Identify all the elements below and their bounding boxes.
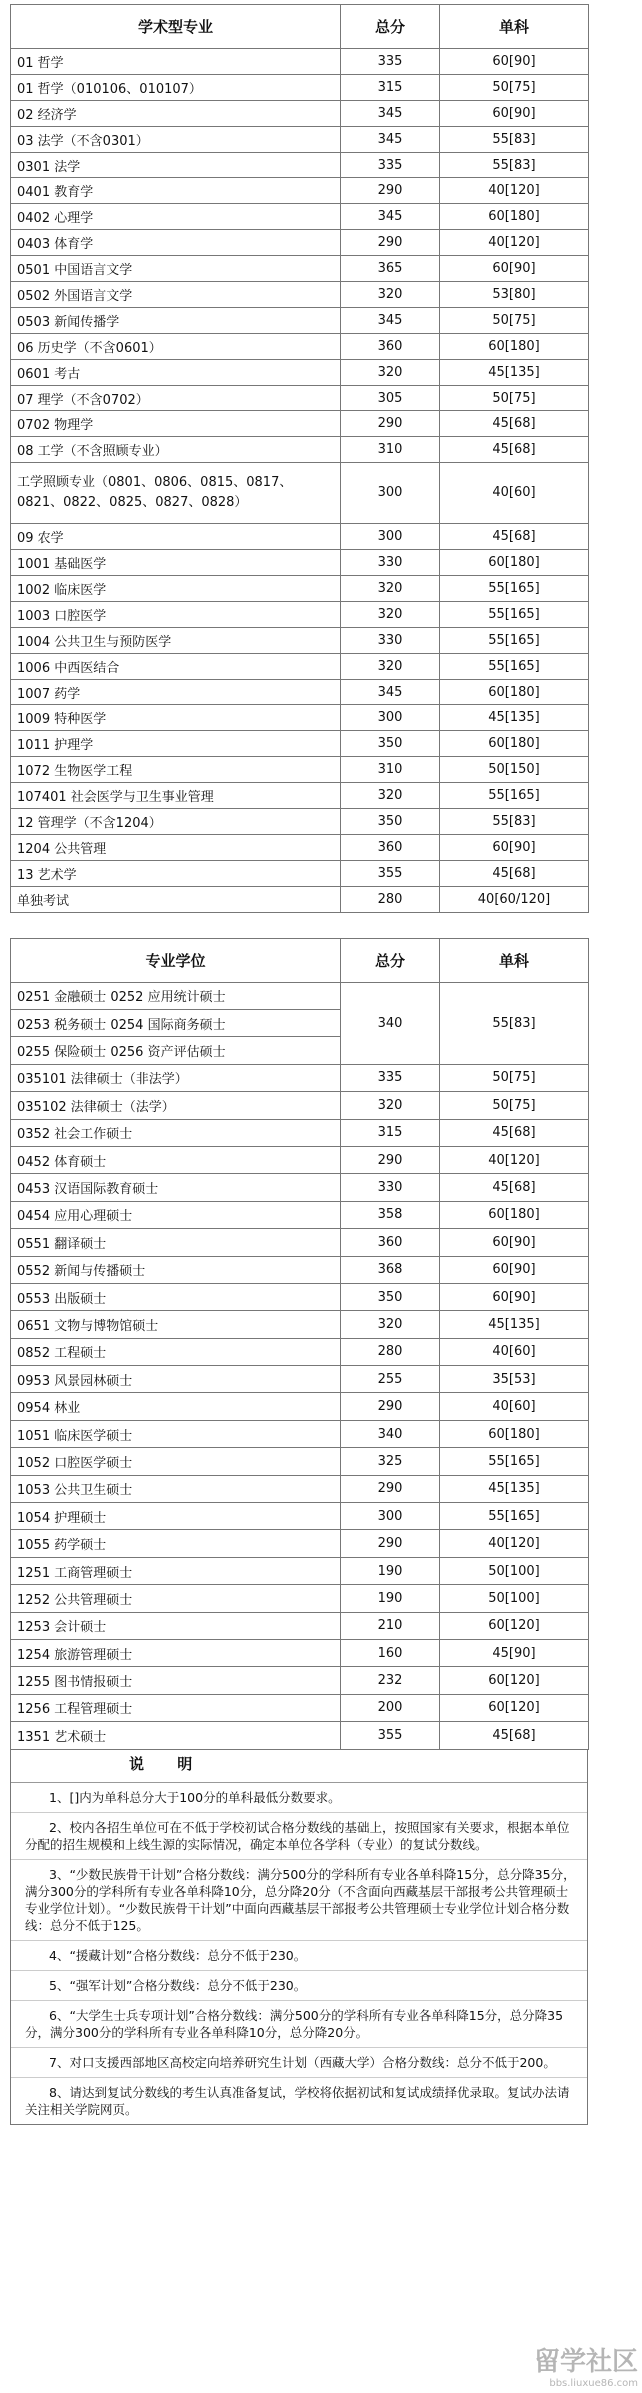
major-name: 09 农学 xyxy=(11,524,341,550)
table-row xyxy=(11,627,589,653)
total-score: 255 xyxy=(341,1366,440,1393)
single-score: 40[120] xyxy=(440,178,589,204)
total-score: 368 xyxy=(341,1256,440,1283)
single-score: 40[120] xyxy=(440,1530,589,1557)
single-score: 55[165] xyxy=(440,1448,589,1475)
table-row xyxy=(11,1229,589,1256)
professional-table xyxy=(10,938,589,1750)
table-row xyxy=(11,982,589,1009)
major-name: 0552 新闻与传播硕士 xyxy=(11,1256,341,1283)
table-row xyxy=(11,886,589,912)
total-score: 300 xyxy=(341,524,440,550)
academic-body xyxy=(11,49,589,913)
note-item: 6、“大学生士兵专项计划”合格分数线：满分500分的学科所有专业各单科降15分，总分降35分，满分300分的学科所有专业各单科降10分，总分降20分。 xyxy=(11,2001,587,2048)
major-name: 0551 翻译硕士 xyxy=(11,1229,341,1256)
professional-body xyxy=(11,982,589,1749)
note-item: 7、对口支援西部地区高校定向培养研究生计划（西藏大学）合格分数线：总分不低于200。 xyxy=(11,2048,587,2078)
table-row xyxy=(11,74,589,100)
table-row xyxy=(11,256,589,282)
single-score: 35[53] xyxy=(440,1366,589,1393)
watermark-text: 留学社区 xyxy=(533,2347,638,2377)
major-name: 工学照顾专业（0801、0806、0815、0817、0821、0822、0825、0827、0828） xyxy=(11,463,341,524)
total-score: 200 xyxy=(341,1694,440,1721)
major-name: 13 艺术学 xyxy=(11,860,341,886)
table-row xyxy=(11,1256,589,1283)
table-row xyxy=(11,333,589,359)
table-row xyxy=(11,359,589,385)
single-score: 60[180] xyxy=(440,1420,589,1447)
total-score: 290 xyxy=(341,230,440,256)
single-score: 40[120] xyxy=(440,230,589,256)
professional-header-single: 单科 xyxy=(440,938,589,982)
table-row xyxy=(11,437,589,463)
major-name: 1004 公共卫生与预防医学 xyxy=(11,627,341,653)
table-row xyxy=(11,1311,589,1338)
single-score: 45[135] xyxy=(440,1475,589,1502)
major-name: 12 管理学（不含1204） xyxy=(11,809,341,835)
single-score: 60[90] xyxy=(440,1283,589,1310)
total-score: 350 xyxy=(341,1283,440,1310)
total-score: 350 xyxy=(341,731,440,757)
single-score: 50[100] xyxy=(440,1557,589,1584)
total-score: 355 xyxy=(341,1722,440,1749)
total-score: 280 xyxy=(341,886,440,912)
table-row xyxy=(11,1694,589,1721)
table-row xyxy=(11,1612,589,1639)
table-row xyxy=(11,411,589,437)
single-score: 45[68] xyxy=(440,524,589,550)
total-score: 345 xyxy=(341,679,440,705)
major-name: 1055 药学硕士 xyxy=(11,1530,341,1557)
major-name: 0601 考古 xyxy=(11,359,341,385)
major-name: 1351 艺术硕士 xyxy=(11,1722,341,1749)
total-score: 320 xyxy=(341,576,440,602)
note-item: 5、“强军计划”合格分数线：总分不低于230。 xyxy=(11,1971,587,2001)
academic-table xyxy=(10,4,589,913)
single-score: 45[68] xyxy=(440,860,589,886)
total-score: 280 xyxy=(341,1338,440,1365)
table-row xyxy=(11,1174,589,1201)
table-row xyxy=(11,385,589,411)
table-row xyxy=(11,1366,589,1393)
watermark-sub: bbs.liuxue86.com xyxy=(549,2378,638,2389)
major-name: 1053 公共卫生硕士 xyxy=(11,1475,341,1502)
table-row xyxy=(11,49,589,75)
single-score: 45[68] xyxy=(440,1174,589,1201)
table-row xyxy=(11,653,589,679)
single-score: 45[135] xyxy=(440,359,589,385)
single-score: 60[90] xyxy=(440,1256,589,1283)
major-name: 0452 体育硕士 xyxy=(11,1146,341,1173)
single-score: 40[60] xyxy=(440,1338,589,1365)
table-row xyxy=(11,1119,589,1146)
major-name: 0352 社会工作硕士 xyxy=(11,1119,341,1146)
single-score: 55[165] xyxy=(440,653,589,679)
total-score: 300 xyxy=(341,463,440,524)
major-name: 0403 体育学 xyxy=(11,230,341,256)
single-score: 55[165] xyxy=(440,576,589,602)
single-score: 45[68] xyxy=(440,1722,589,1749)
total-score: 290 xyxy=(341,1475,440,1502)
total-score: 315 xyxy=(341,1119,440,1146)
single-score: 55[165] xyxy=(440,1503,589,1530)
table-row xyxy=(11,463,589,524)
single-score: 60[180] xyxy=(440,204,589,230)
total-score: 310 xyxy=(341,757,440,783)
total-score: 335 xyxy=(341,152,440,178)
total-score: 320 xyxy=(341,653,440,679)
single-score: 55[83] xyxy=(440,152,589,178)
total-score: 345 xyxy=(341,204,440,230)
table-row xyxy=(11,152,589,178)
table-row xyxy=(11,524,589,550)
major-name: 1251 工商管理硕士 xyxy=(11,1557,341,1584)
major-name: 1007 药学 xyxy=(11,679,341,705)
major-name: 1003 口腔医学 xyxy=(11,601,341,627)
section-gap xyxy=(10,913,588,938)
table-row xyxy=(11,1639,589,1666)
table-row xyxy=(11,601,589,627)
table-row xyxy=(11,1667,589,1694)
note-item: 8、请达到复试分数线的考生认真准备复试，学校将依据初试和复试成绩择优录取。复试办法请关注相关学院网页。 xyxy=(25,2084,570,2117)
table-row xyxy=(11,576,589,602)
total-score: 330 xyxy=(341,1174,440,1201)
single-score: 55[165] xyxy=(440,601,589,627)
total-score: 190 xyxy=(341,1585,440,1612)
major-name: 0453 汉语国际教育硕士 xyxy=(11,1174,341,1201)
academic-header-total: 总分 xyxy=(341,5,440,49)
table-row xyxy=(11,204,589,230)
single-score: 45[68] xyxy=(440,437,589,463)
single-score: 45[68] xyxy=(440,411,589,437)
single-score: 55[165] xyxy=(440,783,589,809)
major-name: 01 哲学（010106、010107） xyxy=(11,74,341,100)
total-score: 320 xyxy=(341,783,440,809)
total-score: 210 xyxy=(341,1612,440,1639)
major-name: 035101 法律硕士（非法学） xyxy=(11,1064,341,1091)
single-score: 50[100] xyxy=(440,1585,589,1612)
professional-header-row xyxy=(11,938,589,982)
table-row xyxy=(11,731,589,757)
total-score: 360 xyxy=(341,834,440,860)
total-score: 320 xyxy=(341,282,440,308)
table-row xyxy=(11,1283,589,1310)
table-row xyxy=(11,230,589,256)
table-row xyxy=(11,1722,589,1749)
single-score: 55[83] xyxy=(440,126,589,152)
note-item: 1、[]内为单科总分大于100分的单科最低分数要求。 xyxy=(11,1783,587,1813)
major-name: 0503 新闻传播学 xyxy=(11,307,341,333)
table-row xyxy=(11,1557,589,1584)
academic-header-single: 单科 xyxy=(440,5,589,49)
group-line-2: 0253 税务硕士 0254 国际商务硕士 xyxy=(11,1010,341,1037)
professional-header-major: 专业学位 xyxy=(11,938,341,982)
single-score: 60[120] xyxy=(440,1612,589,1639)
single-score: 45[135] xyxy=(440,1311,589,1338)
table-row xyxy=(11,834,589,860)
table-row xyxy=(11,757,589,783)
single-score: 60[90] xyxy=(440,834,589,860)
total-score: 355 xyxy=(341,860,440,886)
group-total: 340 xyxy=(341,982,440,1064)
major-name: 0501 中国语言文学 xyxy=(11,256,341,282)
table-row xyxy=(11,1448,589,1475)
major-name: 1255 图书情报硕士 xyxy=(11,1667,341,1694)
table-row xyxy=(11,100,589,126)
major-name: 1253 会计硕士 xyxy=(11,1612,341,1639)
note-item: 3、“少数民族骨干计划”合格分数线：满分500分的学科所有专业各单科降15分，总分降35分，满分300分的学科所有专业各单科降10分，总分降20分（不含面向西藏基层干部报考公共管理硕士专业学位计划）。“少数民族骨干计划”中面向西藏基层干部报考公共管理硕士专业学位计划合格分数线：总分不低于125。 xyxy=(11,1860,587,1941)
major-name: 02 经济学 xyxy=(11,100,341,126)
note-item: 4、“援藏计划”合格分数线：总分不低于230。 xyxy=(11,1941,587,1971)
table-row xyxy=(11,1585,589,1612)
major-name: 07 理学（不含0702） xyxy=(11,385,341,411)
table-row xyxy=(11,1201,589,1228)
total-score: 345 xyxy=(341,100,440,126)
major-name: 0954 林业 xyxy=(11,1393,341,1420)
total-score: 345 xyxy=(341,126,440,152)
major-name: 1051 临床医学硕士 xyxy=(11,1420,341,1447)
major-name: 0553 出版硕士 xyxy=(11,1283,341,1310)
single-score: 50[75] xyxy=(440,1092,589,1119)
single-score: 60[90] xyxy=(440,1229,589,1256)
total-score: 335 xyxy=(341,1064,440,1091)
single-score: 40[60] xyxy=(440,463,589,524)
total-score: 320 xyxy=(341,359,440,385)
total-score: 340 xyxy=(341,1420,440,1447)
score-document xyxy=(10,4,588,2125)
major-name: 0953 风景园林硕士 xyxy=(11,1366,341,1393)
single-score: 60[180] xyxy=(440,550,589,576)
major-name: 1006 中西医结合 xyxy=(11,653,341,679)
major-name: 03 法学（不含0301） xyxy=(11,126,341,152)
total-score: 320 xyxy=(341,601,440,627)
notes-list xyxy=(11,1783,587,2124)
major-name: 0401 教育学 xyxy=(11,178,341,204)
major-name: 1204 公共管理 xyxy=(11,834,341,860)
single-score: 60[180] xyxy=(440,1201,589,1228)
single-score: 55[165] xyxy=(440,627,589,653)
major-name: 1256 工程管理硕士 xyxy=(11,1694,341,1721)
major-name: 1052 口腔医学硕士 xyxy=(11,1448,341,1475)
major-name: 1072 生物医学工程 xyxy=(11,757,341,783)
major-name: 1054 护理硕士 xyxy=(11,1503,341,1530)
table-row xyxy=(11,1338,589,1365)
total-score: 360 xyxy=(341,1229,440,1256)
major-name: 08 工学（不含照顾专业） xyxy=(11,437,341,463)
single-score: 60[90] xyxy=(440,49,589,75)
single-score: 60[180] xyxy=(440,333,589,359)
table-row xyxy=(11,860,589,886)
group-line-1: 0251 金融硕士 0252 应用统计硕士 xyxy=(11,982,341,1009)
single-score: 60[90] xyxy=(440,256,589,282)
single-score: 50[75] xyxy=(440,307,589,333)
major-name: 1254 旅游管理硕士 xyxy=(11,1639,341,1666)
major-name: 01 哲学 xyxy=(11,49,341,75)
total-score: 232 xyxy=(341,1667,440,1694)
single-score: 55[83] xyxy=(440,809,589,835)
single-score: 40[60/120] xyxy=(440,886,589,912)
single-score: 50[150] xyxy=(440,757,589,783)
total-score: 290 xyxy=(341,178,440,204)
total-score: 305 xyxy=(341,385,440,411)
single-score: 45[68] xyxy=(440,1119,589,1146)
major-name: 0702 物理学 xyxy=(11,411,341,437)
professional-header-total: 总分 xyxy=(341,938,440,982)
total-score: 315 xyxy=(341,74,440,100)
single-score: 60[120] xyxy=(440,1667,589,1694)
academic-header-major: 学术型专业 xyxy=(11,5,341,49)
single-score: 53[80] xyxy=(440,282,589,308)
major-name: 单独考试 xyxy=(11,886,341,912)
total-score: 190 xyxy=(341,1557,440,1584)
notes-title: 说 明 xyxy=(129,1754,207,1773)
single-score: 50[75] xyxy=(440,1064,589,1091)
total-score: 310 xyxy=(341,437,440,463)
table-row xyxy=(11,1064,589,1091)
table-row xyxy=(11,1503,589,1530)
total-score: 290 xyxy=(341,411,440,437)
table-row xyxy=(11,550,589,576)
major-name: 06 历史学（不含0601） xyxy=(11,333,341,359)
major-name: 0852 工程硕士 xyxy=(11,1338,341,1365)
total-score: 290 xyxy=(341,1393,440,1420)
table-row xyxy=(11,1420,589,1447)
major-name: 0651 文物与博物馆硕士 xyxy=(11,1311,341,1338)
academic-header-row xyxy=(11,5,589,49)
single-score: 60[120] xyxy=(440,1694,589,1721)
total-score: 325 xyxy=(341,1448,440,1475)
total-score: 320 xyxy=(341,1311,440,1338)
notes-section xyxy=(10,1750,588,2125)
table-row xyxy=(11,1475,589,1502)
single-score: 60[180] xyxy=(440,731,589,757)
total-score: 350 xyxy=(341,809,440,835)
total-score: 160 xyxy=(341,1639,440,1666)
group-line-3: 0255 保险硕士 0256 资产评估硕士 xyxy=(11,1037,341,1064)
table-row xyxy=(11,1530,589,1557)
table-row xyxy=(11,1393,589,1420)
single-score: 40[60] xyxy=(440,1393,589,1420)
total-score: 335 xyxy=(341,49,440,75)
major-name: 1009 特种医学 xyxy=(11,705,341,731)
table-row xyxy=(11,783,589,809)
total-score: 345 xyxy=(341,307,440,333)
note-item: 2、校内各招生单位可在不低于学校初试合格分数线的基础上，按照国家有关要求，根据本单位分配的招生规模和上线生源的实际情况，确定本单位各学科（专业）的复试分数线。 xyxy=(11,1813,587,1860)
single-score: 50[75] xyxy=(440,74,589,100)
major-name: 0301 法学 xyxy=(11,152,341,178)
total-score: 360 xyxy=(341,333,440,359)
single-score: 40[120] xyxy=(440,1146,589,1173)
table-row xyxy=(11,809,589,835)
total-score: 330 xyxy=(341,627,440,653)
major-name: 0502 外国语言文学 xyxy=(11,282,341,308)
table-row xyxy=(11,705,589,731)
table-row xyxy=(11,679,589,705)
table-row xyxy=(11,307,589,333)
single-score: 45[90] xyxy=(440,1639,589,1666)
major-name: 0402 心理学 xyxy=(11,204,341,230)
group-single: 55[83] xyxy=(440,982,589,1064)
total-score: 358 xyxy=(341,1201,440,1228)
total-score: 320 xyxy=(341,1092,440,1119)
watermark-logo xyxy=(534,2341,638,2389)
single-score: 50[75] xyxy=(440,385,589,411)
table-row xyxy=(11,282,589,308)
total-score: 300 xyxy=(341,1503,440,1530)
single-score: 45[135] xyxy=(440,705,589,731)
total-score: 365 xyxy=(341,256,440,282)
major-name: 035102 法律硕士（法学） xyxy=(11,1092,341,1119)
major-name: 1001 基础医学 xyxy=(11,550,341,576)
table-row xyxy=(11,178,589,204)
notes-header xyxy=(11,1750,587,1783)
single-score: 60[90] xyxy=(440,100,589,126)
major-name: 1252 公共管理硕士 xyxy=(11,1585,341,1612)
total-score: 330 xyxy=(341,550,440,576)
table-row xyxy=(11,1146,589,1173)
total-score: 290 xyxy=(341,1146,440,1173)
total-score: 300 xyxy=(341,705,440,731)
total-score: 290 xyxy=(341,1530,440,1557)
major-name: 1002 临床医学 xyxy=(11,576,341,602)
single-score: 60[180] xyxy=(440,679,589,705)
major-name: 0454 应用心理硕士 xyxy=(11,1201,341,1228)
major-name: 107401 社会医学与卫生事业管理 xyxy=(11,783,341,809)
table-row xyxy=(11,1092,589,1119)
table-row xyxy=(11,126,589,152)
major-name: 1011 护理学 xyxy=(11,731,341,757)
